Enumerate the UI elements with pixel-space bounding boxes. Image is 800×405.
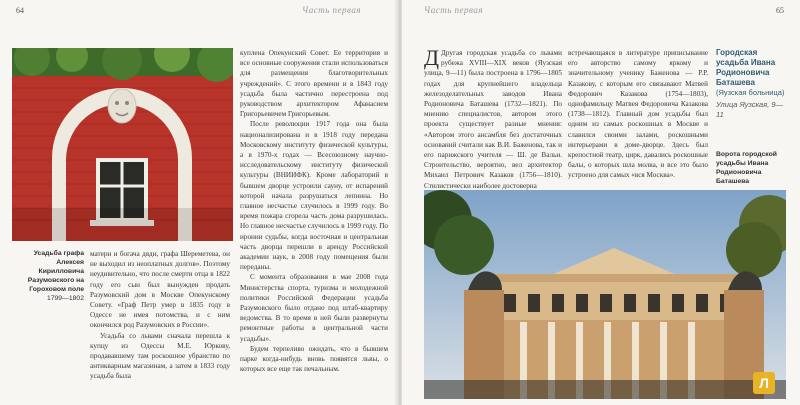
paragraph [424,45,562,191]
paragraph: Будем терпеливо ожидать, что в бывшем парке когда-нибудь вновь появятся львы, о которых все еще так печальным. [240,344,388,374]
left-column-right [240,48,388,375]
paragraph: После революции 1917 года она была национализирована и в 1918 году передана Московскому институту физической культуры, а в 1970-х годах — Всесоюзному научно-исследовательскому институту физической культуры (ВНИИФК). Кроме лабораторий в бывшем дворце устроили сауну, от испарений которой начала разрушаться лепнина. Но главное несчастье случилось в 1999 году. Во время пожара сгорела часть дома разрушилась. Но главное несчастье случилось в 1999 году. По иронии судьбы, когда восточная и центральная часть дворца перешли в аренду Российской академии наук, в 2008 году помещения были переданы. [240,120,388,272]
paragraph: куплена Опекунский Совет. Ее территория и все основные сооружения стали использоваться для размещения благотворительных учреждений». С этого времени и в 1843 году усадьба была частично перестроена под руководством архитектором Афанасием Григорьевичем Григорьевым. [240,49,388,119]
caption-title: Усадьба графа Алексея Кирилловича Разумовского на Гороховом поле [27,250,84,293]
paragraph-body: Другая городская усадьба со львами рубежа XVIII—XIX веков (Яузская улица, 9—11) была построена в 1796—1805 годах для крупнейшего владельца железоделательных заводов Ивана Родионовича Баташева (1732—1821). По мнению специалистов, автором этого проекта существует разные мнения: «Автором этого ансамбля без достаточных оснований считали как В.И. Баженова, так и его парижского учителя — Ш. де Вальи. Строительство, вероятно, вел архитектор Михаил Петрович Казаков (1756—1810). Стилистически наиболее достоверна [424,49,562,190]
left-photo-caption [12,249,84,303]
right-column-a [424,45,562,191]
right-folio: 65 [776,6,784,15]
paragraph: Усадьба со львами сначала перешла к купцу из Одессы М.Е. Юркову, продававшему там роскошное убранство по антикварным магазинам, а затем в 1833 году усадьба была [90,331,230,381]
sidebar-subheading: (Яузская больница) [716,88,785,97]
estate-photo [424,190,786,399]
right-photo-caption [716,150,786,186]
dropcap: Д [424,45,440,70]
publisher-logo: Л [753,372,775,394]
sidebar-heading: Городская усадьба Ивана Родионовича Баташева [716,48,776,87]
left-page [0,0,398,405]
left-running-head: Часть первая [302,5,362,15]
paragraph: встречающаяся в литературе приписывание его авторство самому яркому и значительному ученику Баженова — Р.Р. Казакову, с которым его связывают Матвей Федорович Казакова (1754—1803), однофамильцу Матвея Федоровича Казакова (1738—1812). Главный дом усадьбы был одним из самых роскошных в Москве и славился своими залами, роскошными интерьерами в доме-дворце. Здесь был крепостной театр, цирк, давались роскошные балы, о которых шла молва, и все это было устроено для самых «вся Москва». [568,49,708,180]
left-column-lower [90,249,230,382]
sidebar-address: Улица Яузская, 9—11 [716,100,784,119]
right-running-head: Часть первая [424,5,484,15]
caption-years: 1799—1802 [46,295,84,302]
right-page [402,0,800,405]
paragraph: матери и богача дяди, графа Шереметева, он не выходил из неоплатных долгов». Поэтому неудивительно, что после смерти отца в 1822 году его сын был вынужден продать Разумовский дом в Москве Опекунскому Совету. «Граф Петр умер в 1835 году в Одессе не имея потомства, и с ним окончился род Разумовских в России». [90,250,230,330]
right-column-b [568,48,708,181]
facade-photo [12,48,233,241]
paragraph: С момента образования в мае 2008 года Министерства спорта, туризма и молодежной политики Российской Федерации усадьба Разумовского было отдано под штаб-квартиру ведомства. В то время в ней были развернуты ремонтные работы в центральной части усадьбы». [240,273,388,343]
sidebar [716,48,786,120]
left-folio: 64 [16,6,24,15]
right-caption-text: Ворота городской усадьбы Ивана Родионовича Баташева [716,151,777,185]
